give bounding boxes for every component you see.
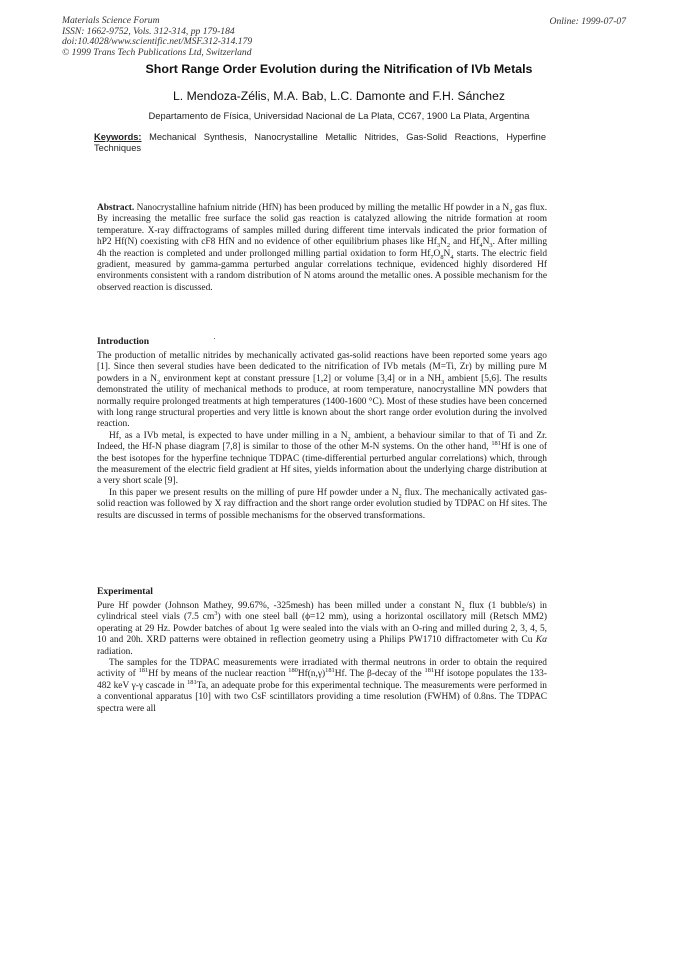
abstract-section bbox=[97, 203, 547, 294]
copyright-line: © 1999 Trans Tech Publications Ltd, Switzerland bbox=[62, 46, 252, 58]
scan-speck bbox=[214, 338, 215, 339]
intro-paragraph-3: In this paper we present results on the milling of pure Hf powder under a $N_2$ flux. The mechanically activated gas-solid reaction was followed by X ray diffraction and the short range order evolution studied by TDPAC on Hf sites. The results are discussed in terms of possible mechanisms for the observed transformations. bbox=[97, 487, 547, 521]
keywords-text: Mechanical Synthesis, Nanocrystalline Metallic Nitrides, Gas-Solid Reactions, Hyperfine Techniques bbox=[94, 132, 546, 153]
keywords-block bbox=[94, 132, 546, 154]
introduction-heading: Introduction bbox=[97, 336, 150, 347]
abstract-paragraph: Abstract. Nanocrystalline hafnium nitride (HfN) has been produced by milling the metallic Hf powder in a $N_2$ gas flux. By increasing the metallic free surface the solid gas reaction is catalyzed allowing the nitride formation at room temperature. X-ray diffractograms of samples milled during different time intervals indicated the prior formation of hP2 Hf(N) coexisting with cF8 HfN and no evidence of other equilibrium phases like $Hf_3N_2$ and $Hf_4N_3$. After milling 4h the reaction is completed and under prollonged milling partial oxidation to form $Hf_7O_8N_4$ starts. The electric field gradient, measured by gamma-gamma perturbed angular correlations technique, evidenced highly disordered Hf environments consistent with a random distribution of N atoms around the metallic ones. A possible mechanism for the observed reaction is discussed. bbox=[97, 203, 548, 293]
author-list: L. Mendoza-Zélis, M.A. Bab, L.C. Damonte and F.H. Sánchez bbox=[173, 89, 505, 103]
exp-paragraph-1: Pure Hf powder (Johnson Mathey, 99.67%, -325mesh) has been milled under a constant $N_2$ flux (1 bubble/s) in cylindrical steel vials (7.5 $cm^3$) with one steel ball (ϕ=12 mm), using a horizontal oscillatory mill (Retsch MM2) operating at 29 Hz. Powder batches of about 1g were sealed into the vials with an O-ring and milled during 2, 3, 4, 5, 10 and 20h. XRD patterns were obtained in reflection geometry using a Philips PW1710 diffractometer with Cu Kα radiation. bbox=[97, 601, 547, 657]
experimental-heading: Experimental bbox=[97, 586, 153, 597]
abstract-label: Abstract. bbox=[97, 203, 135, 213]
exp-paragraph-2: The samples for the TDPAC measurements were irradiated with thermal neutrons in order to obtain the required activity of $^{181}$Hf by means of the nuclear reaction $^{180}Hf(n,\gamma)^{181}Hf$. The β-decay of the $^{181}$Hf isotope populates the 133-482 keV γ-γ cascade in $^{181}$Ta, an adequate probe for this experimental technique. The measurements were performed in a conventional apparatus [10] with two CsF scintillators providing a time resolution (FWHM) of 0.8ns. The TDPAC spectra were all bbox=[97, 658, 547, 714]
keywords-label: Keywords: bbox=[94, 132, 142, 142]
intro-paragraph-2: Hf, as a IVb metal, is expected to have under milling in a $N_2$ ambient, a behaviour similar to that of Ti and Zr. Indeed, the Hf-N phase diagram [7,8] is similar to those of the other M-N systems. On the other hand, $^{181}$Hf is one of the best isotopes for the hyperfine technique TDPAC (time-differential perturbed angular correlations) which, through the measurement of the electric field gradient at Hf sites, yields information about the underlying charge distribution at a very short scale [9]. bbox=[97, 430, 548, 487]
journal-name: Materials Science Forum bbox=[62, 15, 160, 26]
intro-paragraph-1: The production of metallic nitrides by mechanically activated gas-solid reactions have been reported some years ago [1]. Since then several studies have been dedicated to the nitrification of IVb metals (M=Ti, Zr) by milling pure M powders in a $N_2$ environment kept at constant pressure [1,2] or volume [3,4] or in a $NH_3$ ambient [5,6]. The results demonstrated the utility of mechanical methods to produce, at room temperature, nanocrystalline MN powders that normally require prolonged treatments at high temperatures (1400-1600 °C). Most of these studies have been concerned with long range structural properties and very little is known about the short range order evolution during the involved reaction. bbox=[97, 351, 548, 430]
online-date: Online: 1999-07-07 bbox=[549, 16, 626, 27]
issn-line: ISSN: 1662-9752, Vols. 312-314, pp 179-184 bbox=[62, 25, 235, 37]
affiliation: Departamento de Física, Universidad Nacional de La Plata, CC67, 1900 La Plata, Argentina bbox=[148, 110, 530, 121]
introduction-section bbox=[97, 351, 547, 522]
doi-link[interactable]: doi:10.4028/www.scientific.net/MSF.312-314.179 bbox=[62, 36, 253, 48]
experimental-section bbox=[97, 601, 547, 715]
citation-header bbox=[62, 16, 252, 58]
paper-title: Short Range Order Evolution during the Nitrification of IVb Metals bbox=[145, 62, 533, 76]
